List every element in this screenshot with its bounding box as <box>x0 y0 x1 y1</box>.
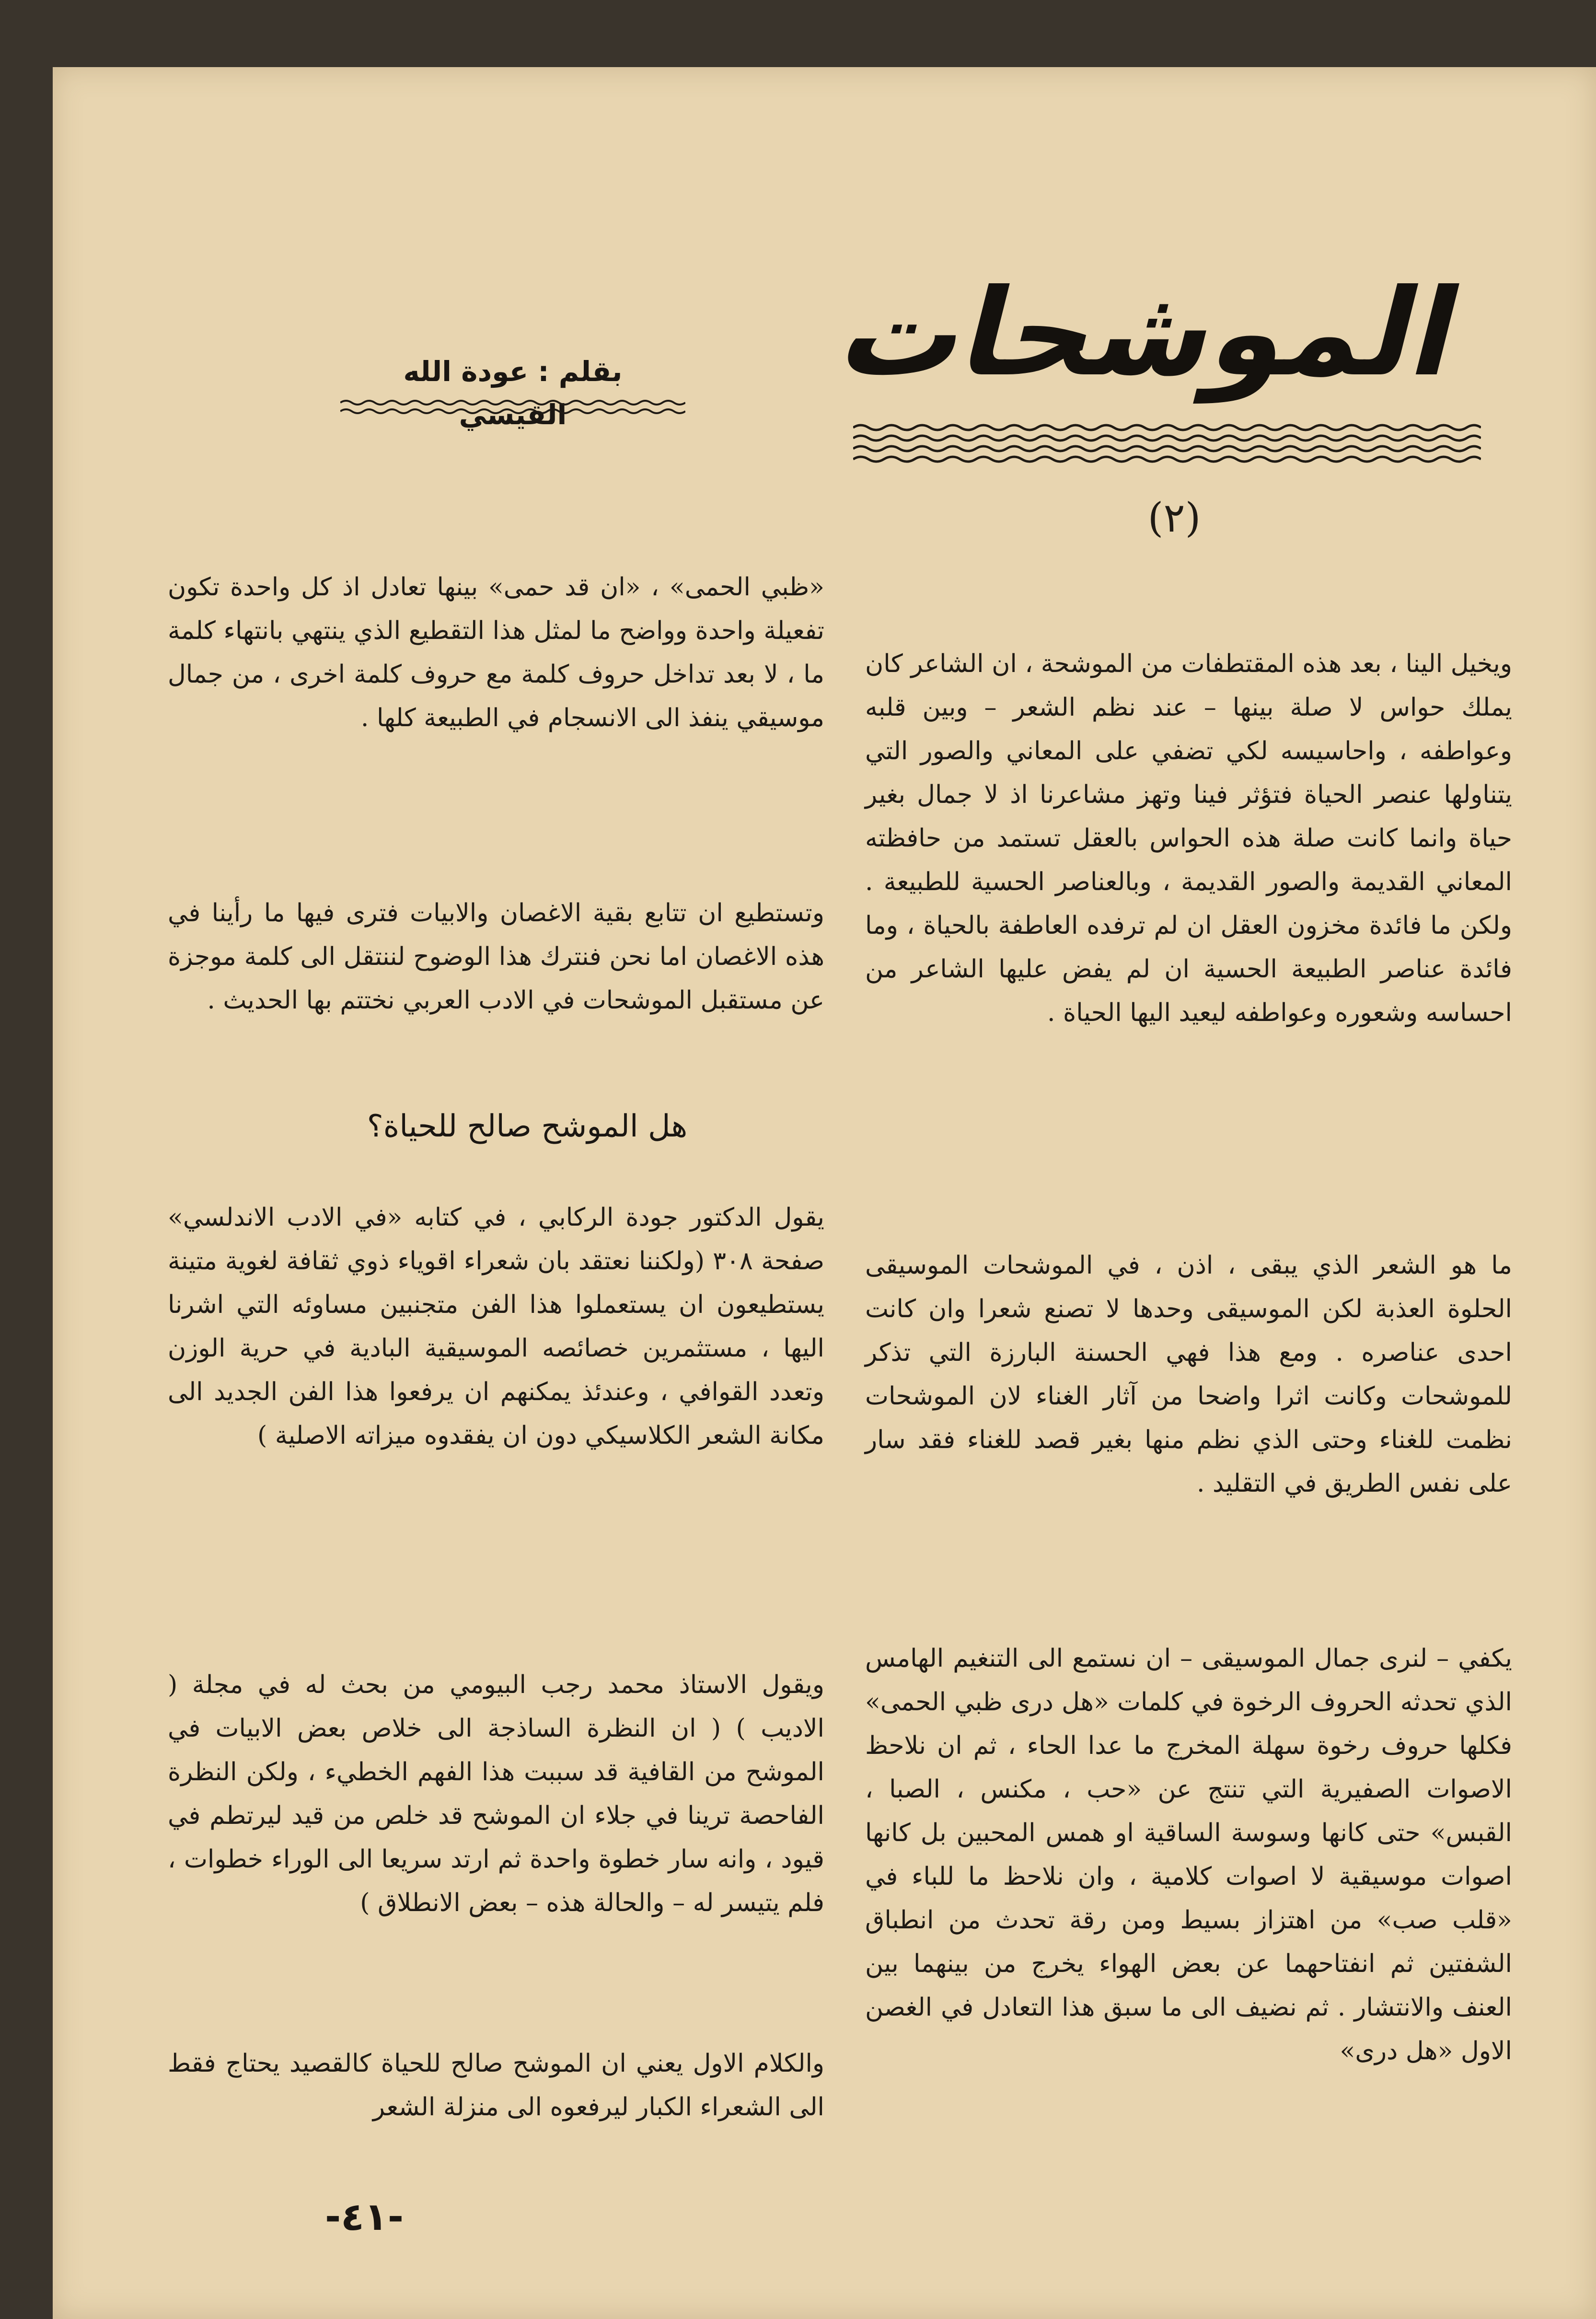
right-col-paragraph-1: ويخيل الينا ، بعد هذه المقتطفات من الموشحة ، ان الشاعر كان يملك حواس لا صلة بينها – عند نظم الشعر – وبين قلبه وعواطفه ، واحاسيسه لكي تضفي على المعاني والصور التي يتناولها عنصر الحياة فتؤثر فينا وتهز مشاعرنا اذ لا جمال بغير حياة وانما كانت صلة هذه الحواس بالعقل تستمد من حافظته المعاني القديمة والصور القديمة ، وبالعناصر الحسية للطبيعة . ولكن ما فائدة مخزون العقل ان لم ترفده العاطفة بالحياة ، وما فائدة عناصر الطبيعة الحسية ان لم يفض عليها الشاعر من احساسه وشعوره وعواطفه ليعيد اليها الحياة . <box>865 649 1512 1027</box>
left-col-paragraph-4: ويقول الاستاذ محمد رجب البيومي من بحث له في مجلة ( الاديب ) ( ان النظرة الساذجة الى خلاص بعض الابيات في الموشح من القافية قد سببت هذا الفهم الخطيء ، ولكن النظرة الفاحصة ترينا في جلاء ان الموشح قد خلص من قيد ليرتطم في قيود ، وانه سار خطوة واحدة ثم ارتد سريعا الى الوراء خطوات ، فلم يتيسر له – والحالة هذه – بعض الانطلاق ) <box>168 1670 824 1917</box>
right-col-paragraph-2: ما هو الشعر الذي يبقى ، اذن ، في الموشحات الموسيقى الحلوة العذبة لكن الموسيقى وحدها لا تصنع شعرا وان كانت احدى عناصره . ومع هذا فهي الحسنة البارزة التي تذكر للموشحات وكانت اثرا واضحا من آثار الغناء لان الموشحات نظمت للغناء وحتى الذي نظم منها بغير قصد للغناء فقد سار على نفس الطريق في التقليد . <box>865 1251 1512 1498</box>
left-col-paragraph-2: وتستطيع ان تتابع بقية الاغصان والابيات فترى فيها ما رأينا في هذه الاغصان اما نحن فنترك هذا الوضوح لننتقل الى كلمة موجزة عن مستقبل الموشحات في الادب العربي نختتم بها الحديث . <box>168 899 824 1015</box>
author-byline: بقلم : عودة الله القيسي <box>403 355 623 431</box>
page-number: -٤١- <box>324 2194 404 2239</box>
byline-wave-rule <box>340 398 685 415</box>
magazine-page <box>53 67 1596 2319</box>
section-subheading: هل الموشح صالح للحياة؟ <box>367 1109 688 1144</box>
left-col-paragraph-1: «ظبي الحمى» ، «ان قد حمى» بينها تعادل اذ كل واحدة تكون تفعيلة واحدة وواضح ما لمثل هذا التقطيع الذي ينتهي بانتهاء كلمة ما ، لا بعد تداخل حروف كلمة مع حروف كلمة اخرى ، من جمال موسيقي ينفذ الى الانسجام في الطبيعة كلها . <box>168 573 824 732</box>
left-col-paragraph-3: يقول الدكتور جودة الركابي ، في كتابه «في الادب الاندلسي» صفحة ٣٠٨ (ولكننا نعتقد بان شعراء اقوياء ذوي ثقافة لغوية متينة يستطيعون ان يستعملوا هذا الفن متجنبين مساوئه التي اشرنا اليها ، مستثمرين خصائصه الموسيقية البادية في حرية الوزن وتعدد القوافي ، وعندئذ يمكنهم ان يرفعوا هذا الفن الجديد الى مكانة الشعر الكلاسيكي دون ان يفقدوه ميزاته الاصلية ) <box>168 1203 825 1450</box>
right-col-paragraph-3: يكفي – لنرى جمال الموسيقى – ان نستمع الى التنغيم الهامس الذي تحدثه الحروف الرخوة في كلمات «هل درى ظبي الحمى» فكلها حروف رخوة سهلة المخرج ما عدا الحاء ، ثم ان نلاحظ الاصوات الصفيرية التي تنتج عن «حب ، مكنس ، الصبا ، القبس» حتى كانها وسوسة الساقية او همس المحبين بل كانها اصوات موسيقية لا اصوات كلامية ، وان نلاحظ ما للباء في «قلب صب» من اهتزاز بسيط ومن رقة تحدث من انطباق الشفتين ثم انفتاحهما عن بعض الهواء يخرج من بينهما بين العنف والانتشار . ثم نضيف الى ما سبق هذا التعادل في الغصن الاول «هل درى» <box>865 1644 1512 2065</box>
left-col-paragraph-5: والكلام الاول يعني ان الموشح صالح للحياة كالقصيد يحتاج فقط الى الشعراء الكبار ليرفعوه الى منزلة الشعر <box>168 2049 824 2122</box>
title-wave-rule <box>853 422 1481 465</box>
part-number: (٢) <box>1147 494 1201 541</box>
article-title: الموشحات <box>828 263 1475 403</box>
